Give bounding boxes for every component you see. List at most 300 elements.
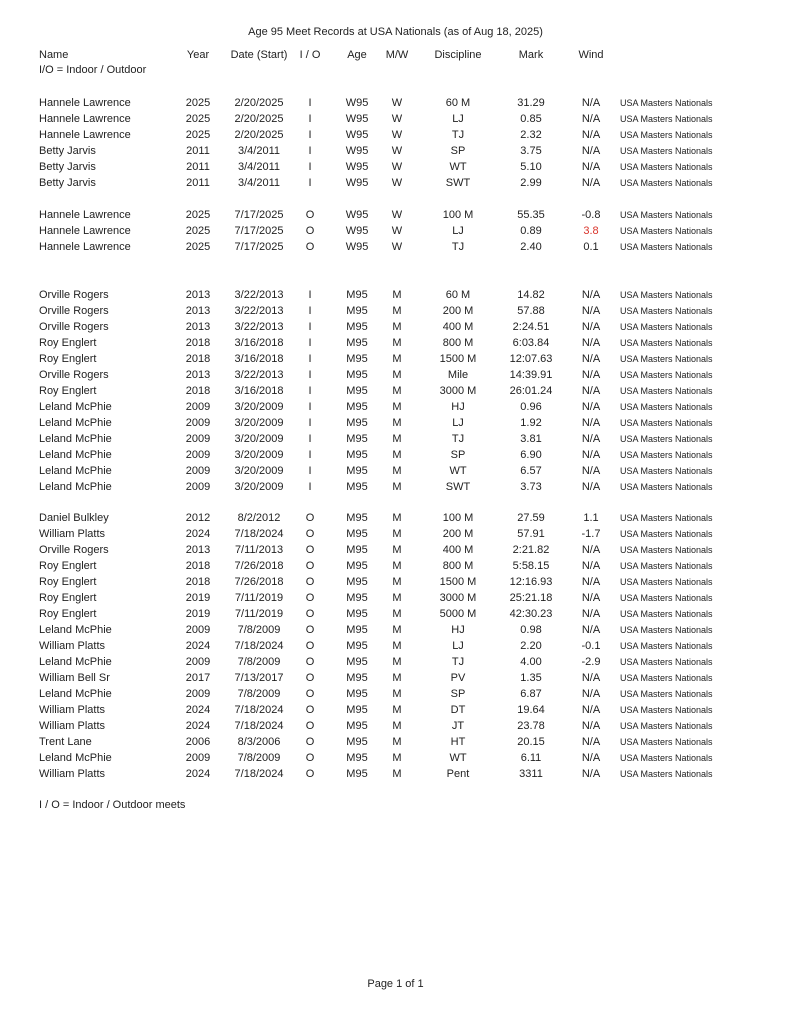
record-mark: 6.90 (520, 449, 542, 461)
table-row (0, 718, 791, 734)
record-date: 3/16/2018 (234, 385, 284, 397)
record-meet: USA Masters Nationals (620, 418, 713, 428)
record-wind: N/A (581, 544, 601, 556)
record-name: Orville Rogers (39, 369, 109, 381)
record-meet: USA Masters Nationals (620, 769, 713, 779)
record-age: M95 (346, 465, 368, 477)
record-year: 2006 (185, 736, 211, 748)
record-mw: M (392, 688, 402, 700)
record-io: I (308, 401, 312, 413)
record-date: 3/4/2011 (237, 161, 280, 173)
record-discipline: SWT (445, 481, 471, 493)
record-date: 3/20/2009 (234, 449, 284, 461)
record-mark: 1.92 (520, 417, 542, 429)
record-year: 2025 (185, 225, 211, 237)
record-mark: 5:58.15 (512, 560, 550, 572)
record-meet: USA Masters Nationals (620, 306, 713, 316)
record-age: M95 (346, 528, 368, 540)
record-discipline: 60 M (445, 289, 471, 301)
record-age: W95 (345, 145, 369, 157)
record-mw: M (392, 512, 402, 524)
record-year: 2011 (186, 177, 210, 189)
record-wind: 0.1 (583, 241, 599, 253)
record-io: I (308, 433, 312, 445)
record-year: 2024 (185, 528, 211, 540)
record-io: I (308, 289, 312, 301)
record-discipline: 5000 M (439, 608, 477, 620)
record-meet: USA Masters Nationals (620, 434, 713, 444)
record-io: O (305, 592, 315, 604)
record-age: M95 (346, 449, 368, 461)
record-mark: 19.64 (517, 704, 545, 716)
record-date: 7/8/2009 (237, 688, 281, 700)
record-io: O (305, 720, 315, 732)
record-date: 7/26/2018 (234, 560, 284, 572)
record-discipline: TJ (451, 129, 465, 141)
record-name: Hannele Lawrence (39, 97, 131, 109)
record-discipline: 200 M (442, 528, 474, 540)
record-name: Betty Jarvis (39, 161, 96, 173)
record-mw: M (392, 433, 402, 445)
record-name: Daniel Bulkley (39, 512, 109, 524)
record-discipline: 1500 M (439, 353, 477, 365)
record-year: 2024 (185, 704, 211, 716)
record-date: 3/22/2013 (234, 369, 284, 381)
record-mw: W (391, 161, 403, 173)
record-date: 7/18/2024 (234, 720, 284, 732)
table-row (0, 351, 791, 367)
record-mark: 2.99 (520, 177, 542, 189)
record-mw: M (392, 656, 402, 668)
record-wind: N/A (581, 624, 601, 636)
record-age: M95 (346, 624, 368, 636)
table-row (0, 319, 791, 335)
record-date: 7/18/2024 (234, 704, 284, 716)
record-mark: 2:21.82 (512, 544, 550, 556)
record-discipline: TJ (451, 656, 465, 668)
record-mw: M (392, 449, 402, 461)
record-name: Roy Englert (39, 385, 97, 397)
record-mark: 5.10 (520, 161, 542, 173)
table-row (0, 734, 791, 750)
record-discipline: 100 M (442, 209, 474, 221)
record-mark: 3.73 (520, 481, 542, 493)
record-mw: M (392, 481, 402, 493)
record-io: I (308, 369, 312, 381)
record-name: Leland McPhie (39, 624, 112, 636)
record-io: O (305, 736, 315, 748)
record-io: O (305, 768, 315, 780)
column-header-discipline: Discipline (434, 49, 482, 61)
record-wind: N/A (581, 353, 601, 365)
column-header-name: Name (39, 49, 69, 61)
record-year: 2011 (186, 161, 210, 173)
record-discipline: LJ (452, 113, 464, 125)
record-io: O (305, 752, 315, 764)
record-date: 3/20/2009 (234, 433, 284, 445)
record-wind: N/A (581, 672, 601, 684)
record-mw: W (391, 177, 403, 189)
record-date: 3/4/2011 (237, 145, 280, 157)
table-row (0, 175, 791, 191)
record-discipline: 60 M (445, 97, 471, 109)
table-row (0, 447, 791, 463)
record-mw: M (392, 704, 402, 716)
record-meet: USA Masters Nationals (620, 178, 713, 188)
record-age: M95 (346, 353, 368, 365)
record-mw: M (392, 417, 402, 429)
record-age: M95 (346, 417, 368, 429)
record-age: M95 (346, 512, 368, 524)
record-date: 7/11/2019 (234, 608, 284, 620)
io-legend-subheader: I/O = Indoor / Outdoor (39, 64, 147, 76)
record-io: O (305, 225, 315, 237)
page-title: Age 95 Meet Records at USA Nationals (as of Aug 18, 2025) (248, 26, 543, 38)
record-name: Orville Rogers (39, 544, 109, 556)
record-year: 2009 (185, 752, 211, 764)
record-year: 2024 (185, 720, 211, 732)
record-name: William Platts (39, 640, 106, 652)
record-discipline: LJ (452, 640, 464, 652)
table-row (0, 303, 791, 319)
record-mark: 2.40 (520, 241, 542, 253)
record-mark: 0.85 (520, 113, 542, 125)
record-date: 7/17/2025 (234, 241, 284, 253)
record-name: Leland McPhie (39, 449, 112, 461)
record-mark: 6.57 (520, 465, 542, 477)
record-mark: 55.35 (517, 209, 545, 221)
record-date: 7/17/2025 (234, 209, 284, 221)
record-age: W95 (345, 241, 369, 253)
table-row (0, 654, 791, 670)
record-io: O (305, 576, 315, 588)
table-row (0, 686, 791, 702)
record-mark: 3.81 (520, 433, 542, 445)
record-meet: USA Masters Nationals (620, 657, 713, 667)
record-age: W95 (345, 97, 369, 109)
record-wind: N/A (581, 289, 601, 301)
column-header-row (0, 47, 791, 63)
record-meet: USA Masters Nationals (620, 529, 713, 539)
record-year: 2009 (185, 417, 211, 429)
record-discipline: TJ (451, 241, 465, 253)
record-mw: W (391, 225, 403, 237)
column-header-mark: Mark (518, 49, 544, 61)
record-age: W95 (345, 225, 369, 237)
record-mark: 14.82 (517, 289, 545, 301)
record-meet: USA Masters Nationals (620, 210, 713, 220)
record-mw: M (392, 576, 402, 588)
record-meet: USA Masters Nationals (620, 482, 713, 492)
record-mark: 3311 (519, 768, 543, 780)
record-io: O (305, 209, 315, 221)
record-io: I (308, 481, 312, 493)
record-mark: 6:03.84 (512, 337, 550, 349)
record-mark: 26:01.24 (509, 385, 553, 397)
record-meet: USA Masters Nationals (620, 114, 713, 124)
record-discipline: Mile (447, 369, 469, 381)
table-row (0, 463, 791, 479)
record-mw: M (392, 305, 402, 317)
table-row (0, 590, 791, 606)
table-row (0, 143, 791, 159)
record-name: Leland McPhie (39, 656, 112, 668)
record-year: 2025 (185, 129, 211, 141)
record-discipline: 1500 M (439, 576, 477, 588)
record-mw: W (391, 97, 403, 109)
record-age: W95 (345, 129, 369, 141)
record-mark: 0.96 (520, 401, 542, 413)
record-mw: M (392, 560, 402, 572)
record-meet: USA Masters Nationals (620, 370, 713, 380)
record-wind: N/A (581, 576, 601, 588)
record-meet: USA Masters Nationals (620, 466, 713, 476)
record-meet: USA Masters Nationals (620, 386, 713, 396)
record-name: Roy Englert (39, 337, 97, 349)
record-age: M95 (346, 640, 368, 652)
record-year: 2025 (185, 97, 211, 109)
record-name: Betty Jarvis (39, 177, 96, 189)
record-mark: 6.87 (520, 688, 542, 700)
record-name: Leland McPhie (39, 752, 112, 764)
record-age: M95 (346, 768, 368, 780)
record-io: O (305, 608, 315, 620)
table-row (0, 111, 791, 127)
record-mw: W (391, 241, 403, 253)
record-name: Leland McPhie (39, 401, 112, 413)
record-mark: 2:24.51 (512, 321, 550, 333)
record-date: 7/18/2024 (234, 528, 284, 540)
record-meet: USA Masters Nationals (620, 753, 713, 763)
record-date: 2/20/2025 (234, 113, 284, 125)
record-discipline: 800 M (442, 337, 474, 349)
record-io: O (305, 544, 315, 556)
record-wind: N/A (581, 145, 601, 157)
record-name: Orville Rogers (39, 289, 109, 301)
record-age: M95 (346, 481, 368, 493)
record-year: 2018 (185, 385, 211, 397)
record-wind: N/A (581, 449, 601, 461)
table-row (0, 239, 791, 255)
record-meet: USA Masters Nationals (620, 242, 713, 252)
record-meet: USA Masters Nationals (620, 450, 713, 460)
record-date: 3/22/2013 (234, 289, 284, 301)
record-year: 2018 (185, 560, 211, 572)
record-name: Roy Englert (39, 560, 97, 572)
record-wind: N/A (581, 752, 601, 764)
record-year: 2024 (185, 640, 211, 652)
record-mw: M (392, 720, 402, 732)
record-mw: M (392, 768, 402, 780)
record-year: 2009 (185, 481, 211, 493)
record-name: Leland McPhie (39, 688, 112, 700)
table-row (0, 223, 791, 239)
record-discipline: SP (450, 688, 466, 700)
record-year: 2009 (185, 449, 211, 461)
record-name: Leland McPhie (39, 433, 112, 445)
record-date: 3/22/2013 (234, 321, 284, 333)
record-year: 2018 (185, 337, 211, 349)
record-age: M95 (346, 608, 368, 620)
record-wind: N/A (581, 113, 601, 125)
record-year: 2012 (185, 512, 211, 524)
table-row (0, 479, 791, 495)
record-discipline: DT (450, 704, 466, 716)
record-io: I (308, 353, 312, 365)
record-meet: USA Masters Nationals (620, 721, 713, 731)
record-discipline: WT (449, 465, 467, 477)
record-age: M95 (346, 752, 368, 764)
record-year: 2009 (185, 688, 211, 700)
record-mark: 57.91 (517, 528, 545, 540)
record-meet: USA Masters Nationals (620, 641, 713, 651)
record-discipline: 200 M (442, 305, 474, 317)
record-name: Orville Rogers (39, 305, 109, 317)
table-row (0, 542, 791, 558)
record-date: 8/2/2012 (237, 512, 281, 524)
record-meet: USA Masters Nationals (620, 577, 713, 587)
record-mw: M (392, 624, 402, 636)
record-age: M95 (346, 560, 368, 572)
record-date: 7/11/2019 (234, 592, 284, 604)
table-row (0, 415, 791, 431)
record-meet: USA Masters Nationals (620, 290, 713, 300)
record-mark: 0.89 (520, 225, 542, 237)
record-mw: M (392, 465, 402, 477)
record-mw: M (392, 401, 402, 413)
record-mw: W (391, 113, 403, 125)
record-wind: N/A (581, 592, 601, 604)
record-io: I (308, 129, 312, 141)
record-date: 3/20/2009 (234, 417, 284, 429)
record-wind: N/A (581, 161, 601, 173)
record-discipline: 100 M (442, 512, 474, 524)
record-wind: N/A (581, 129, 601, 141)
record-meet: USA Masters Nationals (620, 162, 713, 172)
record-date: 7/17/2025 (234, 225, 284, 237)
record-io: I (308, 337, 312, 349)
record-mw: M (392, 672, 402, 684)
record-year: 2009 (185, 465, 211, 477)
record-meet: USA Masters Nationals (620, 98, 713, 108)
record-wind: N/A (581, 720, 601, 732)
record-discipline: WT (449, 752, 467, 764)
column-header-wind: Wind (578, 49, 604, 61)
record-io: O (305, 241, 315, 253)
record-meet: USA Masters Nationals (620, 609, 713, 619)
record-date: 7/8/2009 (237, 752, 281, 764)
record-discipline: HJ (451, 401, 465, 413)
record-mw: M (392, 608, 402, 620)
record-meet: USA Masters Nationals (620, 513, 713, 523)
record-mw: M (392, 528, 402, 540)
record-meet: USA Masters Nationals (620, 338, 713, 348)
record-age: M95 (346, 369, 368, 381)
record-date: 7/11/2013 (234, 544, 284, 556)
record-name: Trent Lane (39, 736, 92, 748)
record-year: 2024 (185, 768, 211, 780)
record-date: 7/18/2024 (234, 768, 284, 780)
record-wind: N/A (581, 385, 601, 397)
record-date: 7/18/2024 (234, 640, 284, 652)
column-header-age: Age (347, 49, 367, 61)
record-date: 2/20/2025 (234, 129, 284, 141)
record-discipline: SP (450, 449, 466, 461)
record-date: 3/20/2009 (234, 465, 284, 477)
record-name: William Platts (39, 704, 106, 716)
record-discipline: 3000 M (439, 385, 477, 397)
record-year: 2013 (185, 289, 211, 301)
table-row (0, 335, 791, 351)
record-mw: M (392, 592, 402, 604)
record-name: Hannele Lawrence (39, 241, 131, 253)
record-discipline: PV (450, 672, 466, 684)
table-row (0, 399, 791, 415)
record-discipline: TJ (451, 433, 465, 445)
record-wind: 3.8 (583, 225, 599, 237)
record-discipline: SWT (445, 177, 471, 189)
record-name: Roy Englert (39, 576, 97, 588)
record-year: 2013 (185, 321, 211, 333)
record-mark: 6.11 (520, 752, 542, 764)
record-age: M95 (346, 544, 368, 556)
table-row (0, 750, 791, 766)
record-wind: N/A (581, 481, 601, 493)
record-discipline: HJ (451, 624, 465, 636)
record-io: I (308, 465, 312, 477)
record-meet: USA Masters Nationals (620, 625, 713, 635)
record-mark: 23.78 (517, 720, 545, 732)
record-mark: 31.29 (517, 97, 545, 109)
record-io: O (305, 704, 315, 716)
record-age: M95 (346, 401, 368, 413)
record-mw: M (392, 736, 402, 748)
record-date: 3/16/2018 (234, 337, 284, 349)
column-header-date: Date (Start) (230, 49, 288, 61)
record-mark: 57.88 (517, 305, 545, 317)
record-age: M95 (346, 305, 368, 317)
record-wind: N/A (581, 768, 601, 780)
record-age: M95 (346, 385, 368, 397)
record-wind: N/A (581, 369, 601, 381)
record-age: M95 (346, 704, 368, 716)
record-year: 2009 (185, 624, 211, 636)
record-mw: M (392, 353, 402, 365)
record-year: 2025 (185, 113, 211, 125)
record-name: Hannele Lawrence (39, 209, 131, 221)
record-year: 2017 (185, 672, 211, 684)
record-mark: 0.98 (520, 624, 542, 636)
record-mw: M (392, 640, 402, 652)
record-mark: 14:39.91 (509, 369, 553, 381)
record-mw: M (392, 369, 402, 381)
record-date: 2/20/2025 (234, 97, 284, 109)
record-io: I (308, 305, 312, 317)
record-wind: N/A (581, 321, 601, 333)
record-wind: N/A (581, 337, 601, 349)
table-row (0, 526, 791, 542)
record-age: M95 (346, 656, 368, 668)
record-mw: W (391, 129, 403, 141)
record-year: 2019 (185, 608, 211, 620)
record-age: M95 (346, 672, 368, 684)
record-wind: N/A (581, 465, 601, 477)
table-row (0, 127, 791, 143)
record-meet: USA Masters Nationals (620, 354, 713, 364)
record-io: O (305, 640, 315, 652)
record-io: I (308, 385, 312, 397)
record-age: M95 (346, 433, 368, 445)
